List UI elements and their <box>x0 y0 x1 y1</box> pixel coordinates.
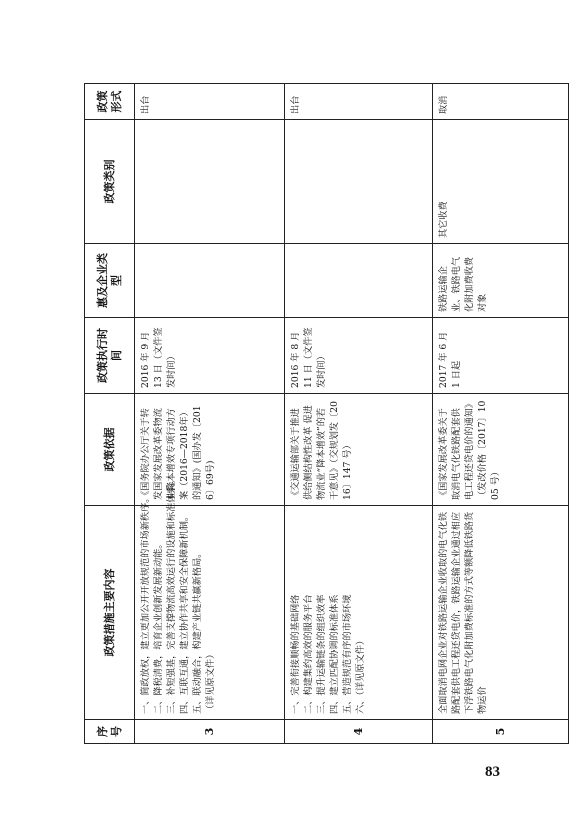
date-cell <box>135 318 285 394</box>
row-number: 3 <box>135 720 285 744</box>
enterprises-cell <box>433 244 569 318</box>
measure-line: 五、联动融合，构建产业链共赢新格局。 <box>192 548 203 714</box>
measures-cell <box>135 475 285 720</box>
measure-paragraph: 全面取消电网企业对铁路运输企业收取的电气化铁路配套供电工程还贷电价，铁路运输企业通过相应下浮铁路电气化附加费标准的方式等额降低铁路货物运价 <box>438 511 488 714</box>
header-form: 政策形式 <box>85 84 135 120</box>
form-text: 出台 <box>290 95 301 114</box>
header-category: 政策类别 <box>85 120 135 244</box>
measure-line: 三、补短强基，完善支撑物流高效运行的设施和标准体系。 <box>166 475 177 714</box>
form-cell <box>433 84 569 120</box>
basis-cell <box>135 394 285 506</box>
enterprises-cell <box>285 244 433 318</box>
measure-line: 五、营造规范有序的市场环境 <box>342 594 353 714</box>
date-text: 2017 年 6 月 1 日起 <box>438 331 462 388</box>
category-text: 其它收费 <box>438 201 449 238</box>
measure-line: 六、（详见原文件） <box>355 635 366 714</box>
form-text: 取消 <box>438 95 449 114</box>
header-no: 序号 <box>85 720 135 744</box>
measure-line: 四、建立匹配协调的标准体系 <box>329 594 340 714</box>
category-cell <box>433 120 569 244</box>
table-header-row <box>85 84 135 744</box>
table-row <box>433 84 569 744</box>
table-row <box>135 84 285 744</box>
measures-cell <box>285 506 433 720</box>
page-number: 83 <box>485 764 500 780</box>
enterprises-cell <box>135 244 285 318</box>
policy-table <box>84 83 569 744</box>
table-row <box>285 84 433 744</box>
basis-cell <box>285 394 433 506</box>
measure-line: 三、提升运输链条的组织效率 <box>316 594 327 714</box>
date-cell <box>285 318 433 394</box>
measure-line: （详见原文件） <box>205 649 216 714</box>
date-text: 2016 年 9 月 13 日（文件签发时间） <box>140 327 177 388</box>
basis-text: 《国家发展改革委关于取消电气化铁路配套供电工程还贷电价的通知》（发改价格〔2017〕1005 号） <box>438 400 501 500</box>
header-basis: 政策依据 <box>85 394 135 506</box>
rotated-page-region <box>84 84 568 744</box>
category-cell <box>135 120 285 244</box>
measure-line: 四、互联互通，建立协作共享和安全保障新机制。 <box>179 511 190 714</box>
row-number: 4 <box>285 720 433 744</box>
date-text: 2016 年 8 月 11 日（文件签发时间） <box>290 327 327 388</box>
category-cell <box>285 120 433 244</box>
enterprises-text: 铁路运输企业、铁路电气化附加费收费对象 <box>438 256 488 312</box>
measure-line: 一、简政放权，建立更加公开开放规范的市场新秩序。 <box>140 493 151 714</box>
form-cell <box>285 84 433 120</box>
form-text: 出台 <box>140 95 151 114</box>
measure-line: 二、构建集约高效的服务平台 <box>303 594 314 714</box>
form-cell <box>135 84 285 120</box>
basis-text: 《交通运输部关于推进供给侧结构性改革 促进物流业“降本增效”的若干意见》（交规划发〔2016〕147 号） <box>290 401 353 500</box>
basis-text: 《国务院办公厅关于转发国家发展改革委物流业降本增效专项行动方案（2016—2018年）的通知》(国办发〔2016〕69号) <box>140 405 216 500</box>
measure-line: 二、降税清费，培育企业创新发展新动能。 <box>153 539 164 714</box>
rotated-table-container <box>84 84 568 744</box>
basis-cell <box>433 394 569 506</box>
row-number: 5 <box>433 720 569 744</box>
measures-cell <box>433 506 569 720</box>
header-measures: 政策措施主要内容 <box>85 506 135 720</box>
measure-line: 一、完善衔接顺畅的基础网络 <box>290 594 301 714</box>
header-enterprises: 惠及企业类型 <box>85 244 135 318</box>
header-date: 政策执行时间 <box>85 318 135 394</box>
date-cell <box>433 318 569 394</box>
